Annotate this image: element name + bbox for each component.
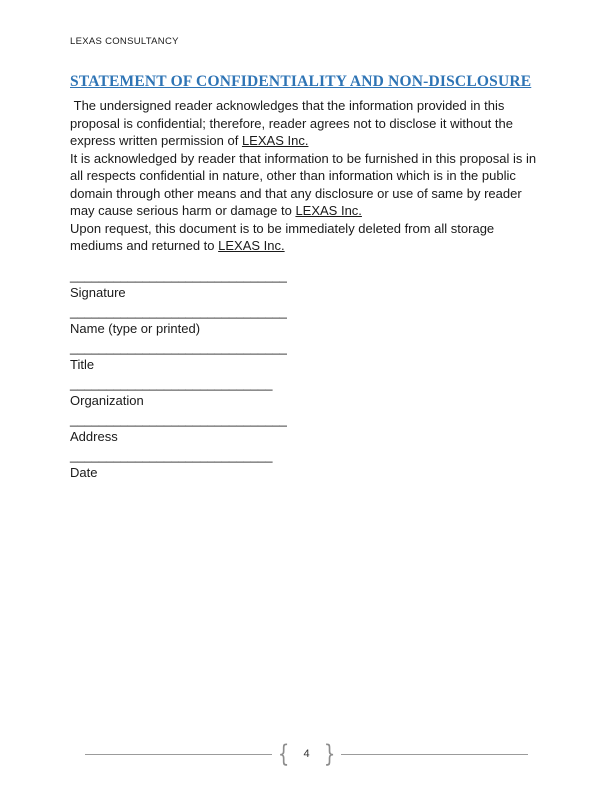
- signature-line: ____________________________: [70, 375, 273, 391]
- signature-label: Title: [70, 357, 95, 372]
- signature-field: [70, 411, 540, 446]
- underlined-text: LEXAS Inc.: [241, 133, 309, 148]
- paragraph: [70, 97, 540, 150]
- signature-field: [70, 267, 540, 302]
- page-footer: [85, 742, 528, 766]
- signature-line: ____________________________: [70, 447, 273, 463]
- signature-label: Address: [70, 429, 118, 444]
- underlined-text: LEXAS Inc.: [295, 203, 362, 218]
- signature-label: Name (type or printed): [70, 321, 201, 336]
- paragraph: [70, 220, 540, 255]
- signature-field: [70, 339, 540, 374]
- right-brace-icon: }: [323, 740, 335, 768]
- signature-label: Date: [70, 465, 98, 480]
- signature-line: ______________________________: [70, 339, 287, 355]
- page-number: 4: [303, 748, 310, 760]
- body-paragraphs: [70, 97, 540, 255]
- document-header: LEXAS CONSULTANCY: [70, 36, 179, 47]
- signature-field: [70, 447, 540, 482]
- signature-label: Signature: [70, 285, 126, 300]
- signature-label: Organization: [70, 393, 144, 408]
- paragraph-text: It is acknowledged by reader that information to be furnished in this proposal is in all respects confidential in nature, other than information which is in the public domain through other means and that any disclosure or use of same by reader may cause serious harm or damage to: [70, 150, 540, 218]
- signature-line: ______________________________: [70, 303, 287, 319]
- signature-line: ______________________________: [70, 411, 287, 427]
- footer-rule-left: [85, 754, 272, 755]
- underlined-text: LEXAS Inc.: [218, 238, 285, 253]
- signature-field: [70, 375, 540, 410]
- signature-line: ______________________________: [70, 267, 287, 283]
- paragraph: [70, 150, 540, 220]
- page-title: STATEMENT OF CONFIDENTIALITY AND NON-DISCLOSURE: [70, 73, 532, 90]
- footer-rule-right: [341, 754, 528, 755]
- left-brace-icon: {: [278, 740, 290, 768]
- signature-field: [70, 303, 540, 338]
- signature-section: [70, 267, 540, 482]
- paragraph-text: The undersigned reader acknowledges that the information provided in this proposal is confidential; therefore, reader agrees not to disclose it without the express written permission of: [70, 98, 517, 148]
- paragraph-text: Upon request, this document is to be immediately deleted from all storage mediums and returned to: [70, 220, 498, 253]
